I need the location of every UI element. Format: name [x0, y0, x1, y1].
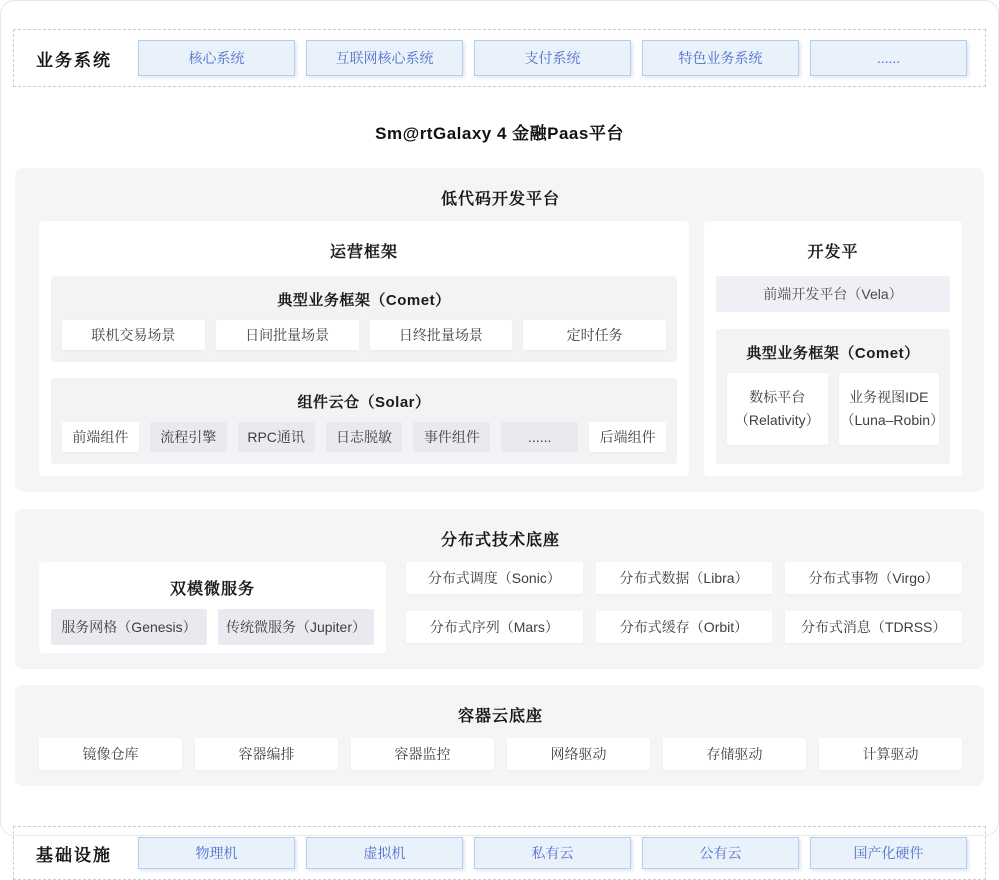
component-box: 后端组件 [589, 422, 666, 452]
scenario-box: 联机交易场景 [62, 320, 205, 350]
infrastructure-box: 私有云 [474, 837, 631, 869]
container-capability-box: 网络驱动 [507, 738, 650, 770]
dev-tool-codename: （Luna–Robin） [840, 412, 945, 428]
solar-component-title: 组件云仓（Solar） [297, 394, 431, 411]
dual-microservice-title: 双模微服务 [169, 581, 255, 598]
comet-framework-title: 典型业务框架（Comet） [277, 292, 451, 309]
solar-component-row [62, 422, 666, 452]
infrastructure-label: 基础设施 [36, 845, 112, 865]
dev-comet-row [727, 373, 945, 445]
container-cloud-row [39, 738, 962, 770]
distributed-content [39, 562, 962, 653]
microservice-chip: 传统微服务（Jupiter） [218, 609, 374, 645]
dual-microservice-row [51, 609, 374, 645]
infrastructure-box: 物理机 [138, 837, 295, 869]
platform-title: Sm@rtGalaxy 4 金融Paas平台 [375, 124, 624, 143]
business-system-box: 互联网核心系统 [306, 40, 463, 76]
dev-tool-codename: （Relativity） [734, 412, 820, 428]
business-systems-boxes [138, 40, 967, 76]
distributed-service-box: 分布式调度（Sonic） [406, 562, 583, 594]
operation-framework-card [39, 221, 689, 476]
dev-comet-title: 典型业务框架（Comet） [746, 345, 920, 362]
lowcode-panel-title: 低代码开发平台 [440, 191, 560, 208]
distributed-service-box: 分布式事物（Virgo） [785, 562, 962, 594]
dev-tool-box [727, 373, 828, 445]
container-capability-box: 镜像仓库 [39, 738, 182, 770]
dev-platform-card [704, 221, 962, 476]
component-chip: 事件组件 [413, 422, 490, 452]
vela-platform-box: 前端开发平台（Vela） [716, 276, 950, 312]
business-system-box: 特色业务系统 [642, 40, 799, 76]
microservice-chip: 服务网格（Genesis） [51, 609, 207, 645]
comet-framework-subcard [51, 276, 677, 362]
distributed-service-box: 分布式缓存（Orbit） [596, 611, 773, 643]
dev-tool-box [839, 373, 945, 445]
business-system-box: 核心系统 [138, 40, 295, 76]
lowcode-content [39, 221, 962, 476]
infrastructure-box: 虚拟机 [306, 837, 463, 869]
component-box: 前端组件 [62, 422, 139, 452]
dev-tool-name: 业务视图IDE [849, 389, 929, 405]
scenario-box: 日终批量场景 [370, 320, 513, 350]
scenario-box: 定时任务 [523, 320, 666, 350]
comet-scenario-row [62, 320, 666, 350]
business-system-box: ...... [810, 40, 967, 76]
business-system-box: 支付系统 [474, 40, 631, 76]
container-cloud-title: 容器云底座 [457, 708, 543, 725]
distributed-panel-title: 分布式技术底座 [440, 532, 560, 549]
component-chip: 日志脱敏 [326, 422, 403, 452]
container-capability-box: 计算驱动 [819, 738, 962, 770]
solar-component-subcard [51, 378, 677, 464]
dev-platform-title: 开发平 [807, 244, 859, 261]
distributed-service-box: 分布式数据（Libra） [596, 562, 773, 594]
business-systems-label: 业务系统 [36, 50, 112, 70]
infrastructure-box: 国产化硬件 [810, 837, 967, 869]
container-capability-box: 容器监控 [351, 738, 494, 770]
infrastructure-boxes [138, 837, 967, 869]
distributed-service-box: 分布式序列（Mars） [406, 611, 583, 643]
scenario-box: 日间批量场景 [216, 320, 359, 350]
business-systems-row [13, 29, 986, 87]
distributed-services-grid [406, 562, 962, 643]
component-chip: 流程引擎 [150, 422, 227, 452]
infrastructure-box: 公有云 [642, 837, 799, 869]
dev-comet-subcard [716, 329, 950, 464]
operation-framework-title: 运营框架 [329, 244, 398, 261]
distributed-service-box: 分布式消息（TDRSS） [785, 611, 962, 643]
lowcode-panel [15, 168, 984, 492]
dev-tool-name: 数标平台 [749, 389, 806, 405]
distributed-panel [15, 509, 984, 669]
container-capability-box: 容器编排 [195, 738, 338, 770]
container-cloud-panel [15, 685, 984, 786]
component-chip: RPC通讯 [238, 422, 315, 452]
infrastructure-row [13, 826, 986, 880]
container-capability-box: 存储驱动 [663, 738, 806, 770]
component-chip: ...... [501, 422, 578, 452]
dual-microservice-card [39, 562, 386, 653]
